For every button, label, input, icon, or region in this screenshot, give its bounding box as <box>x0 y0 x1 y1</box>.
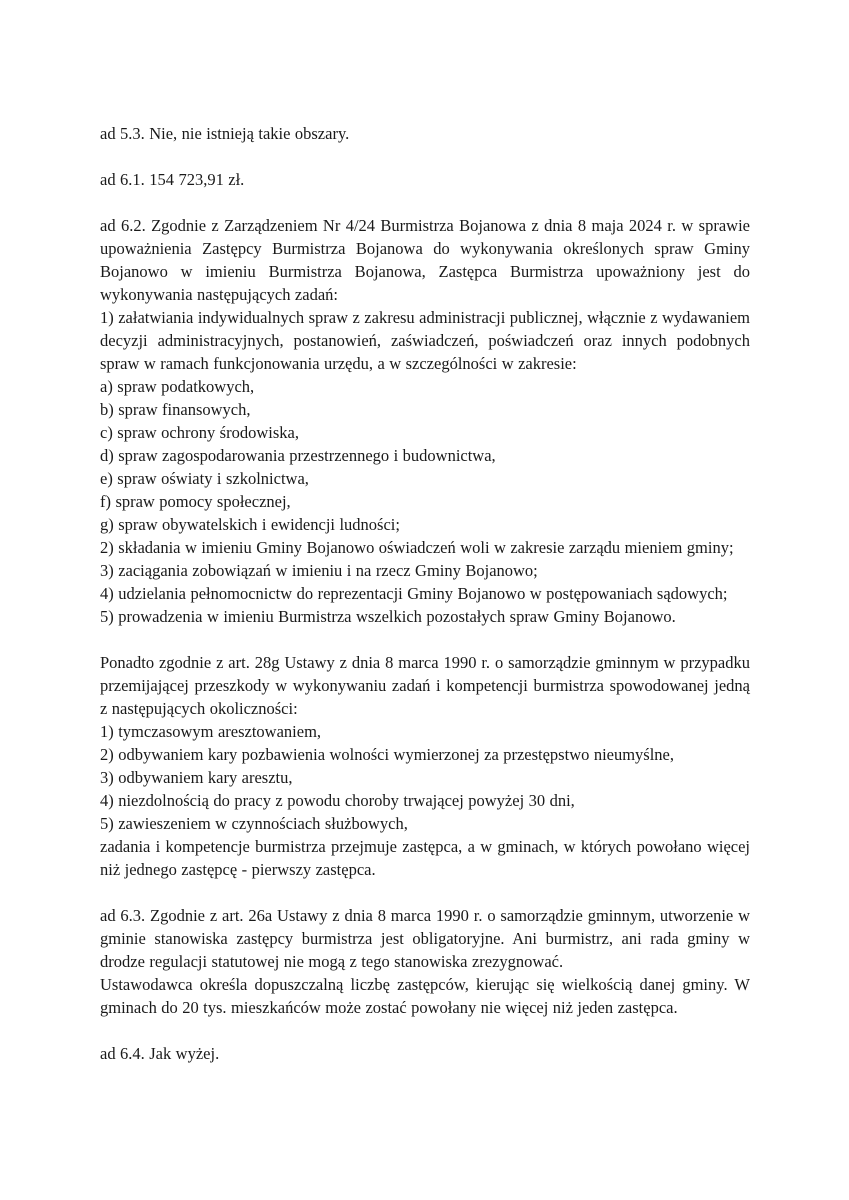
paragraph: 5) prowadzenia w imieniu Burmistrza wszelkich pozostałych spraw Gminy Bojanowo. <box>100 607 676 626</box>
paragraph: c) spraw ochrony środowiska, <box>100 423 299 442</box>
paragraph: ad 6.1. 154 723,91 zł. <box>100 170 245 189</box>
paragraph: 3) zaciągania zobowiązań w imieniu i na rzecz Gminy Bojanowo; <box>100 561 538 580</box>
paragraph: 2) składania w imieniu Gminy Bojanowo oświadczeń woli w zakresie zarządu mieniem gminy; <box>100 538 734 557</box>
paragraph: 4) udzielania pełnomocnictw do reprezentacji Gminy Bojanowo w postępowaniach sądowych; <box>100 584 728 603</box>
paragraph: 2) odbywaniem kary pozbawienia wolności wymierzonej za przestępstwo nieumyślne, <box>100 745 675 764</box>
paragraph: ad 6.2. Zgodnie z Zarządzeniem Nr 4/24 Burmistrza Bojanowa z dnia 8 maja 2024 r. w sprawie upoważnienia Zastępcy Burmistrza Bojanowa do wykonywania określonych spraw Gminy Bojanowo w imieniu Burmistrza Bojanowa, Zastępca Burmistrza upoważniony jest do wykonywania następujących zadań: <box>100 216 750 304</box>
paragraph: f) spraw pomocy społecznej, <box>100 492 291 511</box>
paragraph: Ponadto zgodnie z art. 28g Ustawy z dnia 8 marca 1990 r. o samorządzie gminnym w przypadku przemijającej przeszkody w wykonywaniu zadań i kompetencji burmistrza spowodowanej jedną z następujących okoliczności: <box>100 653 750 718</box>
paragraph: g) spraw obywatelskich i ewidencji ludności; <box>100 515 400 534</box>
paragraph: 1) tymczasowym aresztowaniem, <box>100 722 322 741</box>
document-body <box>100 122 750 1065</box>
paragraph: 5) zawieszeniem w czynnościach służbowych, <box>100 814 408 833</box>
paragraph: 3) odbywaniem kary aresztu, <box>100 768 293 787</box>
paragraph: zadania i kompetencje burmistrza przejmuje zastępca, a w gminach, w których powołano więcej niż jednego zastępcę - pierwszy zastępca. <box>100 837 750 879</box>
paragraph: ad 6.3. Zgodnie z art. 26a Ustawy z dnia 8 marca 1990 r. o samorządzie gminnym, utworzenie w gminie stanowiska zastępcy burmistrza jest obligatoryjne. Ani burmistrz, ani rada gminy w drodze regulacji statutowej nie mogą z tego stanowiska zrezygnować. <box>100 906 750 971</box>
paragraph: d) spraw zagospodarowania przestrzennego i budownictwa, <box>100 446 496 465</box>
paragraph: b) spraw finansowych, <box>100 400 251 419</box>
paragraph: 1) załatwiania indywidualnych spraw z zakresu administracji publicznej, włącznie z wydawaniem decyzji administracyjnych, postanowień, zaświadczeń, poświadczeń oraz innych podobnych spraw w ramach funkcjonowania urzędu, a w szczególności w zakresie: <box>100 308 750 373</box>
paragraph: ad 5.3. Nie, nie istnieją takie obszary. <box>100 124 350 143</box>
paragraph: e) spraw oświaty i szkolnictwa, <box>100 469 309 488</box>
paragraph: ad 6.4. Jak wyżej. <box>100 1044 220 1063</box>
paragraph: a) spraw podatkowych, <box>100 377 255 396</box>
paragraph: 4) niezdolnością do pracy z powodu choroby trwającej powyżej 30 dni, <box>100 791 575 810</box>
paragraph: Ustawodawca określa dopuszczalną liczbę zastępców, kierując się wielkością danej gminy. W gminach do 20 tys. mieszkańców może zostać powołany nie więcej niż jeden zastępca. <box>100 975 750 1017</box>
